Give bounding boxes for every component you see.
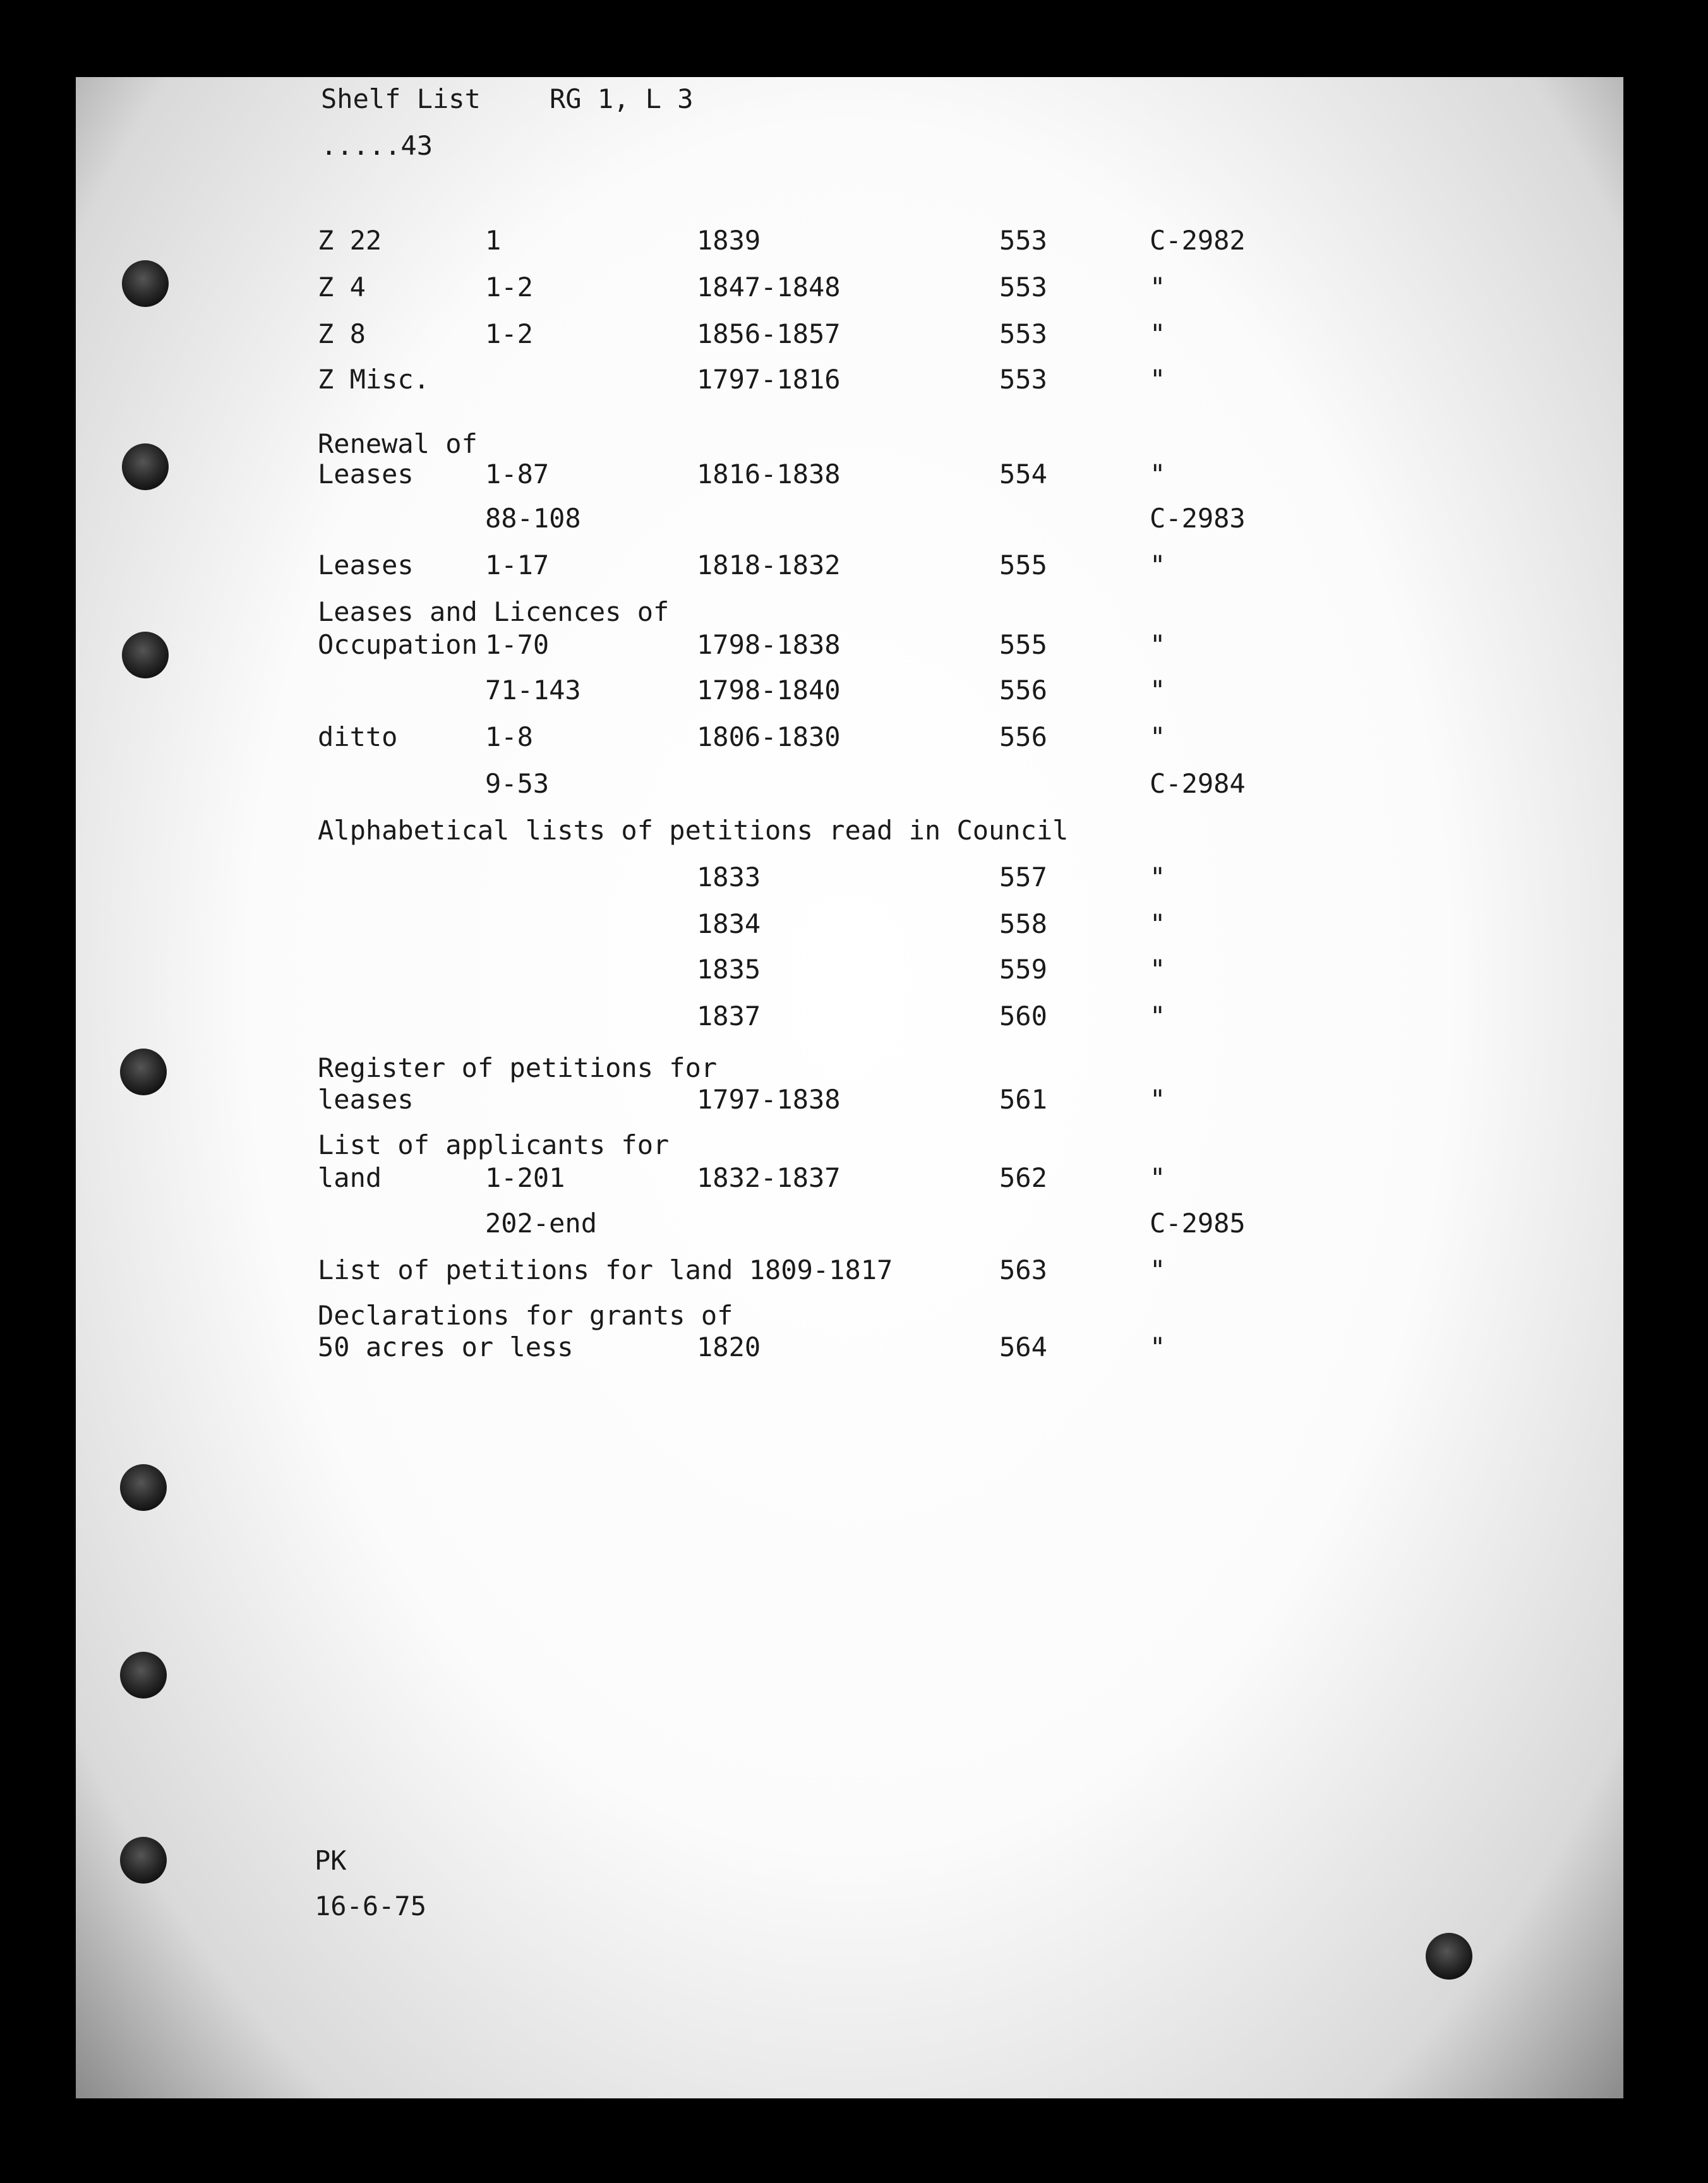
microfilm-reel-cell: " [1150,1254,1166,1285]
volumes-cell: 1 [485,225,502,256]
dates-cell: 1806-1830 [697,721,841,752]
dates-cell: 1837 [697,1001,761,1031]
volume-number-cell: 559 [999,954,1047,985]
punch-hole [1426,1933,1472,1980]
volume-number-cell: 563 [999,1254,1047,1285]
series-cell: Z 22 [318,225,382,256]
volume-number-cell: 557 [999,862,1047,893]
series-cell: List of petitions for land 1809-1817 [318,1254,893,1285]
series-cell: Leases [318,459,414,490]
dates-cell: 1847-1848 [697,272,841,303]
volume-number-cell: 560 [999,1001,1047,1031]
volumes-cell: 1-17 [485,550,550,580]
document-page [76,77,1623,2098]
microfilm-reel-cell: " [1150,629,1166,660]
punch-hole [122,632,169,678]
volumes-cell: 1-87 [485,459,550,490]
dates-cell: 1832-1837 [697,1162,841,1193]
shelf-list-title: Shelf List [321,83,481,114]
footer-initials: PK [315,1845,347,1876]
series-cell: Declarations for grants of [318,1300,733,1331]
volumes-cell: 71-143 [485,675,581,706]
volume-number-cell: 554 [999,459,1047,490]
punch-hole [120,1049,167,1095]
volume-number-cell: 561 [999,1084,1047,1115]
microfilm-reel-cell: " [1150,675,1166,706]
volume-number-cell: 562 [999,1162,1047,1193]
series-cell: Z 8 [318,318,366,349]
dates-cell: 1798-1838 [697,629,841,660]
microfilm-reel-cell: " [1150,272,1166,303]
microfilm-reel-cell: " [1150,862,1166,893]
microfilm-reel-cell: C-2983 [1150,503,1246,534]
series-cell: land [318,1162,382,1193]
series-cell: Z Misc. [318,364,430,395]
microfilm-reel-cell: " [1150,1084,1166,1115]
volumes-cell: 1-70 [485,629,550,660]
series-cell: 50 acres or less [318,1332,574,1362]
microfilm-reel-cell: " [1150,1001,1166,1031]
microfilm-reel-cell: " [1150,1332,1166,1362]
volume-number-cell: 564 [999,1332,1047,1362]
volumes-cell: 1-2 [485,272,533,303]
series-cell: Alphabetical lists of petitions read in Council [318,815,1069,846]
volumes-cell: 1-2 [485,318,533,349]
volume-number-cell: 558 [999,908,1047,939]
volume-number-cell: 556 [999,721,1047,752]
dates-cell: 1835 [697,954,761,985]
dates-cell: 1797-1838 [697,1084,841,1115]
microfilm-reel-cell: " [1150,721,1166,752]
footer-date-line [76,1891,427,1973]
series-cell: List of applicants for [318,1129,670,1160]
series-cell: leases [318,1084,414,1115]
microfilm-reel-cell: " [1150,954,1166,985]
series-cell: Z 4 [318,272,366,303]
volumes-cell: 9-53 [485,768,550,799]
series-cell: Occupation [318,629,478,660]
series-cell: Leases and Licences of [318,596,670,627]
page-number: .....43 [321,130,433,161]
volume-number-cell: 553 [999,272,1047,303]
dates-cell: 1818-1832 [697,550,841,580]
microfilm-reel-cell: C-2984 [1150,768,1246,799]
page-number-line [76,130,433,212]
microfilm-reel-cell: C-2985 [1150,1208,1246,1239]
dates-cell: 1797-1816 [697,364,841,395]
volumes-cell: 88-108 [485,503,581,534]
microfilm-reel-cell: " [1150,459,1166,490]
volume-number-cell: 556 [999,675,1047,706]
volumes-cell: 1-8 [485,721,533,752]
punch-hole [122,443,169,490]
series-cell: Renewal of [318,428,478,459]
record-group-reference: RG 1, L 3 [550,83,694,114]
volume-number-cell: 553 [999,318,1047,349]
volume-number-cell: 555 [999,550,1047,580]
series-cell: Leases [318,550,414,580]
microfilm-reel-cell: " [1150,1162,1166,1193]
dates-cell: 1816-1838 [697,459,841,490]
punch-hole [120,1837,167,1884]
microfilm-reel-cell: " [1150,550,1166,580]
volume-number-cell: 553 [999,225,1047,256]
punch-hole [122,260,169,307]
volume-number-cell: 555 [999,629,1047,660]
volumes-cell: 1-201 [485,1162,565,1193]
dates-cell: 1833 [697,862,761,893]
footer-date: 16-6-75 [315,1891,427,1921]
volume-number-cell: 553 [999,364,1047,395]
punch-hole [120,1652,167,1699]
dates-cell: 1856-1857 [697,318,841,349]
microfilm-reel-cell: " [1150,908,1166,939]
dates-cell: 1834 [697,908,761,939]
series-cell: Register of petitions for [318,1052,718,1083]
series-cell: ditto [318,721,398,752]
dates-cell: 1798-1840 [697,675,841,706]
microfilm-reel-cell: " [1150,364,1166,395]
dates-cell: 1839 [697,225,761,256]
microfilm-reel-cell: " [1150,318,1166,349]
punch-hole [120,1464,167,1511]
volumes-cell: 202-end [485,1208,598,1239]
microfilm-reel-cell: C-2982 [1150,225,1246,256]
dates-cell: 1820 [697,1332,761,1362]
